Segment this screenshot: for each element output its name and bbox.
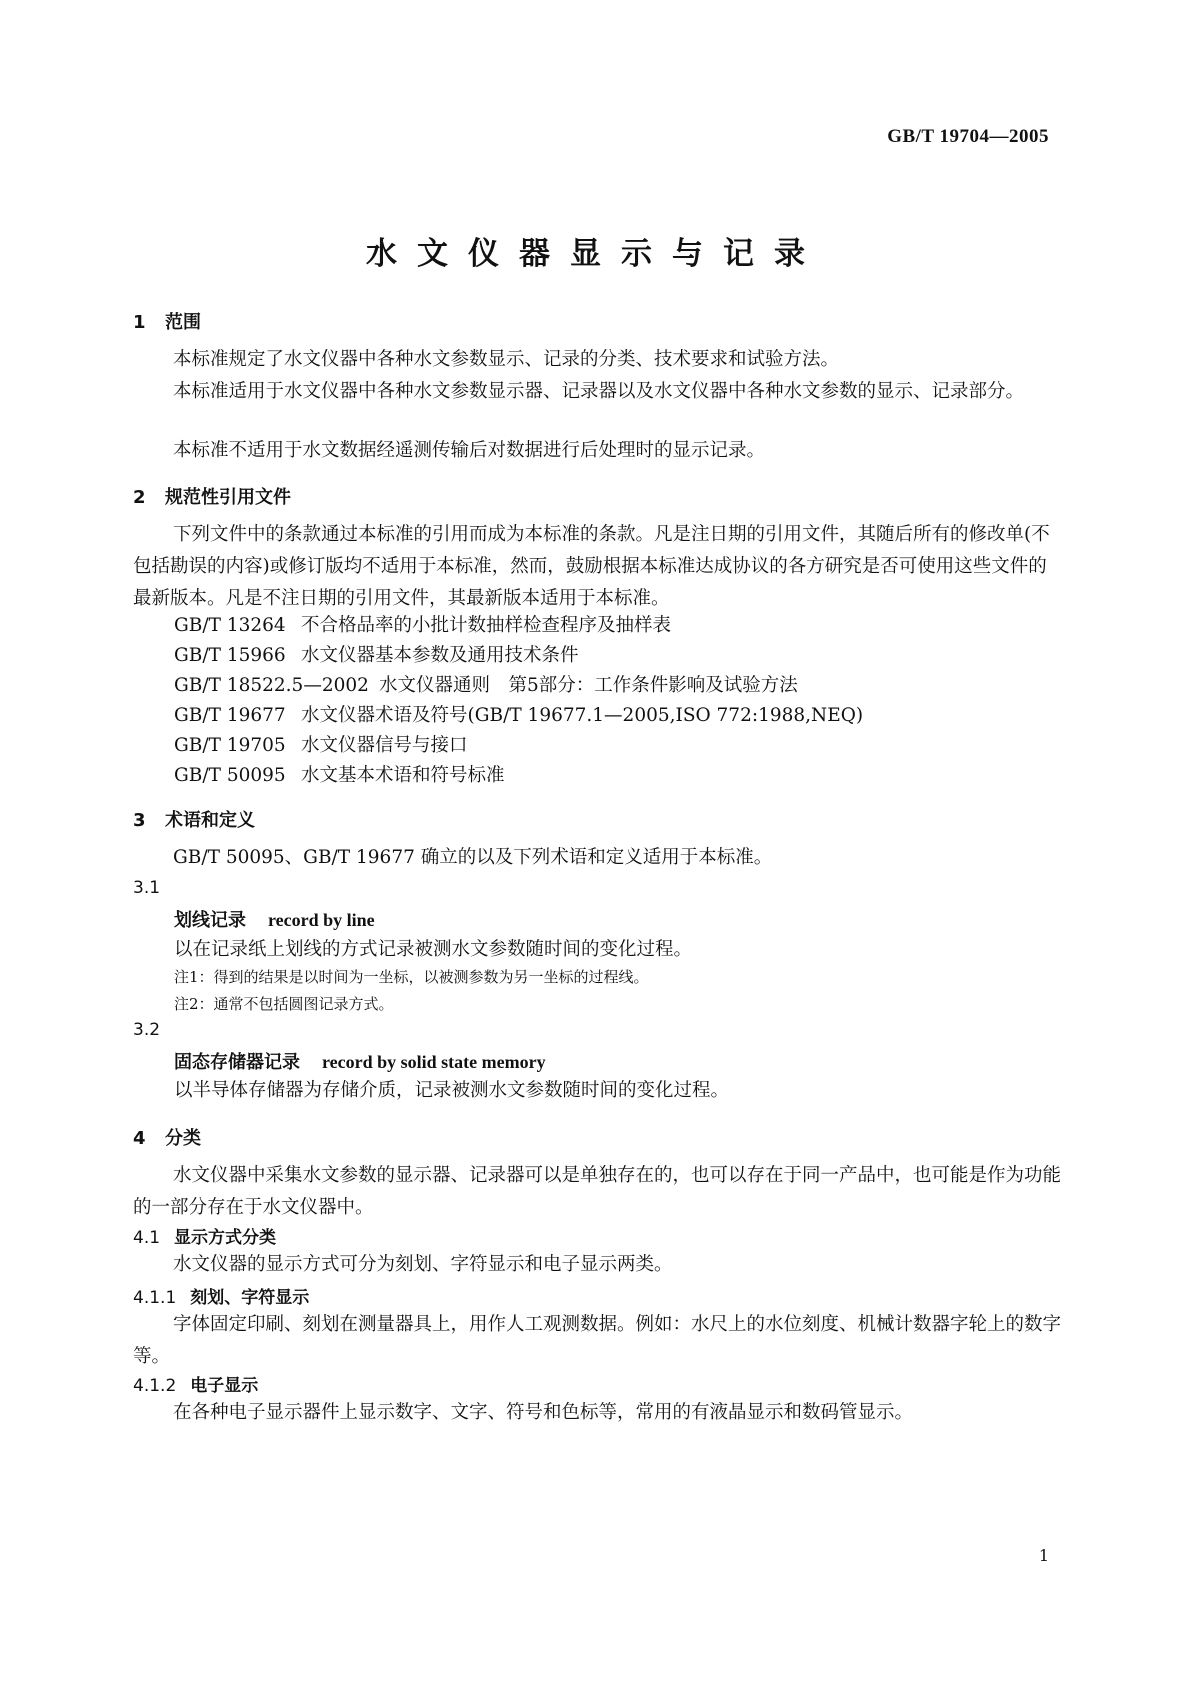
reference-item <box>174 761 505 787</box>
document-title: 水文仪器显示与记录 <box>366 236 825 272</box>
paragraph: 在各种电子显示器件上显示数字、文字、符号和色标等，常用的有液晶显示和数码管显示。 <box>173 1402 914 1423</box>
term-zh: 固态存储器记录 <box>174 1052 300 1073</box>
reference-item <box>174 701 863 727</box>
subsection-number: 4.1 <box>133 1228 161 1248</box>
section-title: 规范性引用文件 <box>165 487 291 508</box>
term-definition: 以在记录纸上划线的方式记录被测水文参数随时间的变化过程。 <box>174 939 693 960</box>
reference-item <box>174 611 671 637</box>
term-number: 3.1 <box>133 878 161 898</box>
reference-code: GB/T 19677 <box>174 705 286 726</box>
term-en: record by solid state memory <box>322 1052 546 1072</box>
section-2-heading <box>133 483 291 509</box>
note: 注1：得到的结果是以时间为一坐标，以被测参数为另一坐标的过程线。 <box>174 968 649 986</box>
reference-title: 水文基本术语和符号标准 <box>301 765 505 786</box>
subsection-heading <box>133 1223 276 1248</box>
subsection-number: 4.1.2 <box>133 1376 177 1396</box>
standard-code: GB/T 19704—2005 <box>887 126 1049 147</box>
reference-title: 水文仪器基本参数及通用技术条件 <box>301 645 579 666</box>
paragraph: 字体固定印刷、刻划在测量器具上，用作人工观测数据。例如：水尺上的水位刻度、机械计数器字轮上的数字等。 <box>133 1314 1062 1367</box>
paragraph: 本标准规定了水文仪器中各种水文参数显示、记录的分类、技术要求和试验方法。 <box>173 349 840 370</box>
page-number: 1 <box>1038 1546 1049 1565</box>
term-heading <box>174 906 375 932</box>
section-title: 术语和定义 <box>165 810 255 831</box>
reference-code: GB/T 50095 <box>174 765 286 786</box>
paragraph: 下列文件中的条款通过本标准的引用而成为本标准的条款。凡是注日期的引用文件，其随后所有的修改单(不包括勘误的内容)或修订版均不适用于本标准，然而，鼓励根据本标准达成协议的各方研究是否可使用这些文件的最新版本。凡是不注日期的引用文件，其最新版本适用于本标准。 <box>133 524 1050 609</box>
reference-item <box>174 641 579 667</box>
section-number: 4 <box>133 1128 146 1149</box>
section-number: 1 <box>133 312 146 333</box>
reference-code: GB/T 19705 <box>174 735 286 756</box>
note: 注2：通常不包括圆图记录方式。 <box>174 995 394 1013</box>
subsection-title: 刻划、字符显示 <box>190 1288 310 1308</box>
paragraph: 本标准适用于水文仪器中各种水文参数显示器、记录器以及水文仪器中各种水文参数的显示、记录部分。 <box>173 381 1025 402</box>
term-definition: 以半导体存储器为存储介质，记录被测水文参数随时间的变化过程。 <box>174 1080 730 1101</box>
subsection-title: 电子显示 <box>190 1376 259 1396</box>
paragraph: 水文仪器的显示方式可分为刻划、字符显示和电子显示两类。 <box>173 1254 673 1275</box>
reference-title: 水文仪器信号与接口 <box>301 735 468 756</box>
reference-item <box>174 671 798 697</box>
section-number: 2 <box>133 487 146 508</box>
subsection-heading <box>133 1283 309 1308</box>
section-4-heading <box>133 1124 201 1150</box>
section-3-heading <box>133 806 255 832</box>
paragraph: 水文仪器中采集水文参数的显示器、记录器可以是单独存在的，也可以存在于同一产品中，也可能是作为功能的一部分存在于水文仪器中。 <box>133 1165 1062 1218</box>
reference-code: GB/T 15966 <box>174 645 286 666</box>
subsection-heading <box>133 1371 258 1396</box>
reference-code: GB/T 18522.5—2002 <box>174 675 369 696</box>
section-1-heading <box>133 308 201 334</box>
paragraph: GB/T 50095、GB/T 19677 确立的以及下列术语和定义适用于本标准。 <box>173 847 773 868</box>
term-heading <box>174 1048 546 1074</box>
reference-title: 水文仪器通则 第5部分：工作条件影响及试验方法 <box>379 675 798 696</box>
reference-title: 不合格品率的小批计数抽样检查程序及抽样表 <box>301 615 672 636</box>
reference-title: 水文仪器术语及符号(GB/T 19677.1—2005,ISO 772:1988,NEQ) <box>301 705 864 726</box>
term-number: 3.2 <box>133 1020 161 1040</box>
paragraph: 本标准不适用于水文数据经遥测传输后对数据进行后处理时的显示记录。 <box>173 440 766 461</box>
reference-item <box>174 731 468 757</box>
term-en: record by line <box>268 910 375 930</box>
reference-code: GB/T 13264 <box>174 615 286 636</box>
section-title: 范围 <box>165 312 201 333</box>
term-zh: 划线记录 <box>174 910 246 931</box>
subsection-title: 显示方式分类 <box>174 1228 277 1248</box>
subsection-number: 4.1.1 <box>133 1288 177 1308</box>
section-title: 分类 <box>165 1128 201 1149</box>
section-number: 3 <box>133 810 146 831</box>
